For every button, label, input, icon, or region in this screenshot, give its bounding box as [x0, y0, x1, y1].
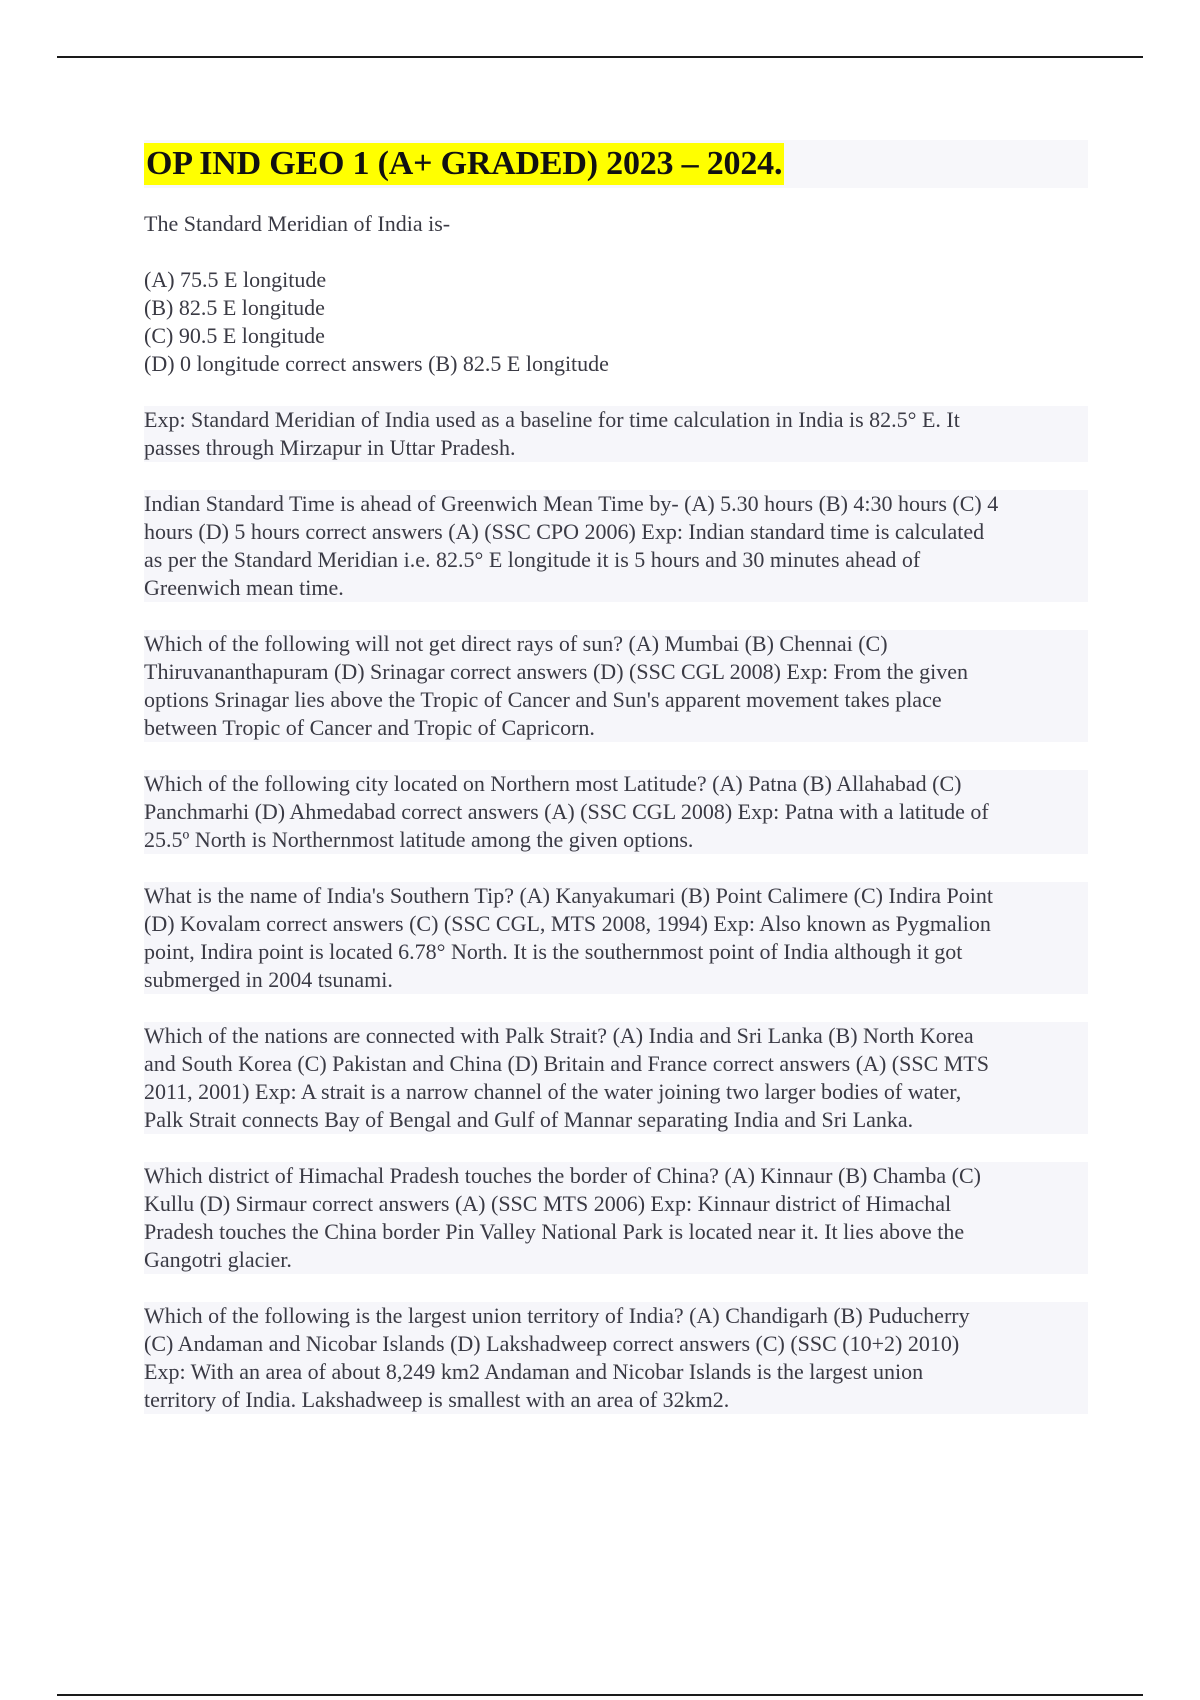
text-line: 25.5º North is Northernmost latitude among the given options.: [144, 826, 1088, 854]
text-line: Indian Standard Time is ahead of Greenwich Mean Time by- (A) 5.30 hours (B) 4:30 hours (C) 4: [144, 490, 1088, 518]
top-rule: [57, 56, 1143, 58]
text-line: options Srinagar lies above the Tropic of Cancer and Sun's apparent movement takes place: [144, 686, 1088, 714]
text-line: (C) 90.5 E longitude: [144, 323, 325, 348]
text-line: as per the Standard Meridian i.e. 82.5° E longitude it is 5 hours and 30 minutes ahead of: [144, 546, 1088, 574]
text-line: Palk Strait connects Bay of Bengal and Gulf of Mannar separating India and Sri Lanka.: [144, 1106, 1088, 1134]
text-line: between Tropic of Cancer and Tropic of Capricorn.: [144, 714, 1088, 742]
text-line: submerged in 2004 tsunami.: [144, 966, 1088, 994]
text-line: The Standard Meridian of India is-: [144, 211, 451, 236]
text-line: Which of the following is the largest union territory of India? (A) Chandigarh (B) Puducherry: [144, 1302, 1088, 1330]
question-stem: [144, 210, 1088, 238]
text-line: Gangotri glacier.: [144, 1246, 1088, 1274]
question-paragraph: [144, 770, 1088, 854]
document-body: [144, 140, 1088, 1442]
text-line: (B) 82.5 E longitude: [144, 295, 325, 320]
document-title: OP IND GEO 1 (A+ GRADED) 2023 – 2024.: [144, 143, 784, 185]
text-line: What is the name of India's Southern Tip? (A) Kanyakumari (B) Point Calimere (C) Indira Point: [144, 882, 1088, 910]
text-line: Exp: With an area of about 8,249 km2 Andaman and Nicobar Islands is the largest union: [144, 1358, 1088, 1386]
question-paragraph: [144, 630, 1088, 742]
text-line: Greenwich mean time.: [144, 574, 1088, 602]
text-line: hours (D) 5 hours correct answers (A) (SSC CPO 2006) Exp: Indian standard time is calculated: [144, 518, 1088, 546]
text-line: point, Indira point is located 6.78° North. It is the southernmost point of India although it got: [144, 938, 1088, 966]
text-line: (D) 0 longitude correct answers (B) 82.5 E longitude: [144, 351, 609, 376]
text-line: territory of India. Lakshadweep is smallest with an area of 32km2.: [144, 1386, 1088, 1414]
question-paragraph: [144, 1162, 1088, 1274]
answer-options: [144, 266, 1088, 378]
bottom-rule: [57, 1694, 1143, 1696]
text-line: Thiruvananthapuram (D) Srinagar correct answers (D) (SSC CGL 2008) Exp: From the given: [144, 658, 1088, 686]
text-line: Panchmarhi (D) Ahmedabad correct answers (A) (SSC CGL 2008) Exp: Patna with a latitude of: [144, 798, 1088, 826]
question-paragraph: [144, 882, 1088, 994]
text-line: Kullu (D) Sirmaur correct answers (A) (SSC MTS 2006) Exp: Kinnaur district of Himachal: [144, 1190, 1088, 1218]
text-line: Which of the following city located on Northern most Latitude? (A) Patna (B) Allahabad (C): [144, 770, 1088, 798]
question-paragraph: [144, 1302, 1088, 1414]
text-line: Pradesh touches the China border Pin Valley National Park is located near it. It lies above the: [144, 1218, 1088, 1246]
text-line: Which district of Himachal Pradesh touches the border of China? (A) Kinnaur (B) Chamba (C): [144, 1162, 1088, 1190]
title-row: [144, 140, 1088, 188]
question-paragraph: [144, 1022, 1088, 1134]
text-line: 2011, 2001) Exp: A strait is a narrow channel of the water joining two larger bodies of water,: [144, 1078, 1088, 1106]
text-line: Which of the nations are connected with Palk Strait? (A) India and Sri Lanka (B) North Korea: [144, 1022, 1088, 1050]
text-line: (D) Kovalam correct answers (C) (SSC CGL, MTS 2008, 1994) Exp: Also known as Pygmalion: [144, 910, 1088, 938]
question-list: [144, 210, 1088, 1414]
question-paragraph: [144, 406, 1088, 462]
question-paragraph: [144, 490, 1088, 602]
text-line: passes through Mirzapur in Uttar Pradesh.: [144, 434, 1088, 462]
text-line: (C) Andaman and Nicobar Islands (D) Lakshadweep correct answers (C) (SSC (10+2) 2010): [144, 1330, 1088, 1358]
text-line: and South Korea (C) Pakistan and China (D) Britain and France correct answers (A) (SSC MTS: [144, 1050, 1088, 1078]
text-line: Exp: Standard Meridian of India used as a baseline for time calculation in India is 82.5° E. It: [144, 406, 1088, 434]
text-line: Which of the following will not get direct rays of sun? (A) Mumbai (B) Chennai (C): [144, 630, 1088, 658]
text-line: (A) 75.5 E longitude: [144, 267, 327, 292]
